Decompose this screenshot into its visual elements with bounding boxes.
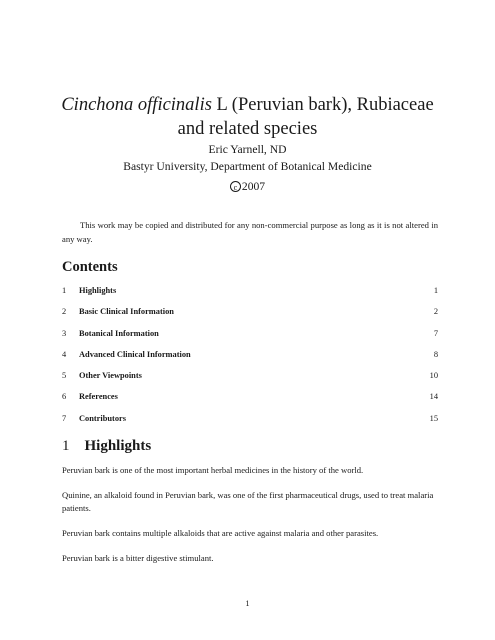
body-paragraph: Peruvian bark contains multiple alkaloids that are active against malaria and other parasites. [62,528,379,538]
toc-title: Basic Clinical Information [79,307,174,317]
toc-title: Botanical Information [79,328,159,338]
section-title: Highlights [84,438,152,454]
table-of-contents [62,286,438,435]
toc-title: Contributors [79,413,126,423]
toc-page-number: 1 [433,286,438,295]
page-number: 1 [245,599,250,608]
author-affiliation: Bastyr University, Department of Botanical Medicine [123,160,372,173]
toc-title: Advanced Clinical Information [79,349,191,359]
toc-title: Highlights [79,286,117,295]
toc-number: 2 [62,307,67,317]
toc-number: 1 [62,286,67,295]
body-paragraph: Peruvian bark is a bitter digestive stimulant. [62,553,214,563]
toc-item-advanced-clinical-information[interactable] [62,350,438,371]
toc-title: Other Viewpoints [79,371,142,381]
toc-page-number: 14 [429,392,438,402]
toc-item-highlights[interactable] [62,286,438,307]
body-paragraph: Quinine, an alkaloid found in Peruvian bark, was one of the first pharmaceutical drugs, used to treat malaria patients. [62,490,434,513]
toc-page-number: 7 [433,328,438,338]
section-heading-highlights [62,437,151,456]
toc-item-basic-clinical-information[interactable] [62,307,438,328]
toc-number: 7 [62,413,67,423]
toc-page-number: 2 [433,307,438,317]
toc-number: 5 [62,371,67,381]
toc-item-botanical-information[interactable] [62,329,438,350]
toc-page-number: 10 [429,371,438,381]
toc-page-number: 8 [433,349,438,359]
title-line1-rest: L (Peruvian bark), Rubiaceae [211,95,434,115]
toc-item-contributors[interactable] [62,414,438,435]
author-block [40,141,455,195]
title-latin-name: Cinchona officinalis [61,95,212,115]
copyright-year: 2007 [241,180,266,193]
toc-title: References [79,392,118,402]
contents-heading: Contents [62,259,118,275]
toc-item-references[interactable] [62,392,438,413]
title-line2: and related species [177,119,318,139]
document-title [40,93,455,141]
toc-item-other-viewpoints[interactable] [62,371,438,392]
toc-page-number: 15 [429,413,438,423]
copyright-icon: c [230,181,241,192]
body-paragraph: Peruvian bark is one of the most important herbal medicines in the history of the world. [62,465,364,475]
toc-number: 3 [62,328,67,338]
copyright-notice: This work may be copied and distributed for any non-commercial purpose as long as it is not altered in any way. [62,220,438,244]
author-name: Eric Yarnell, ND [208,143,287,156]
toc-number: 4 [62,349,67,359]
toc-number: 6 [62,392,67,402]
copyright-line [230,178,265,195]
section-number: 1 [62,438,70,454]
